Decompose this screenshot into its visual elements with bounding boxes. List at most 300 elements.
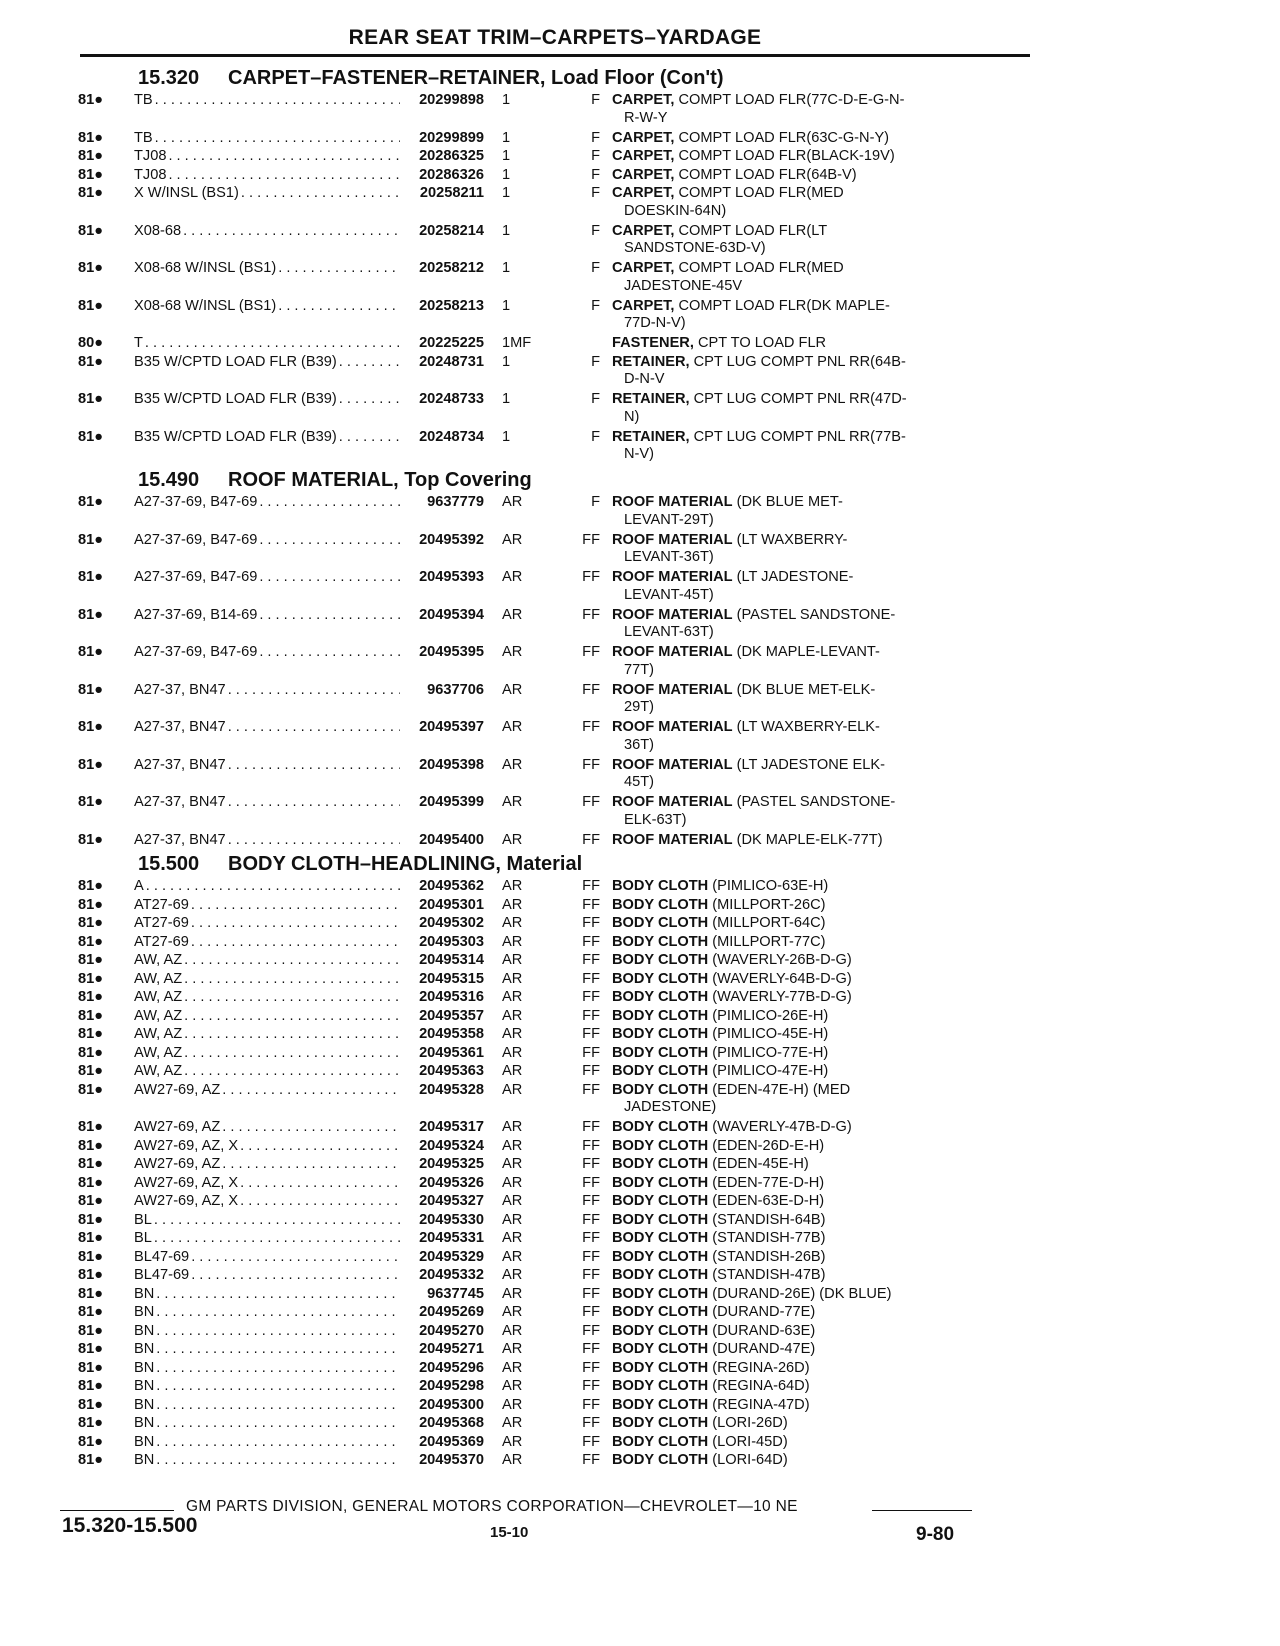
description-continuation: 77D-N-V) [624, 315, 686, 332]
description-detail: CPT LUG COMPT PNL RR(47D- [689, 391, 907, 407]
row-model-usage [134, 130, 402, 148]
description-continuation: N) [624, 408, 640, 425]
model-text: B35 W/CPTD LOAD FLR (B39) [134, 391, 337, 407]
dot-leader [222, 1082, 400, 1100]
part-description [612, 1249, 952, 1267]
model-text: AW27-69, AZ, X [134, 1174, 239, 1191]
model-text: A27-37-69, B14-69 [134, 606, 258, 623]
description-continuation: 36T) [624, 736, 655, 753]
dot-leader [168, 148, 400, 166]
row-code: 81● [78, 606, 104, 623]
parts-row [78, 682, 1038, 720]
row-model-usage [134, 1434, 402, 1452]
parts-row [78, 1212, 1038, 1231]
row-model-usage [134, 1267, 402, 1285]
parts-row [78, 1156, 1038, 1175]
description-noun: BODY CLOTH [612, 1230, 709, 1246]
description-detail: (PIMLICO-77E-H) [708, 1044, 829, 1061]
parts-row [78, 1119, 1038, 1138]
description-noun: BODY CLOTH [612, 1452, 709, 1468]
quantity: 1 [502, 129, 511, 146]
part-number: 20495270 [419, 1322, 484, 1339]
footer-page-number: 15-10 [490, 1524, 529, 1541]
quantity: AR [502, 606, 523, 623]
part-number: 20248734 [419, 428, 484, 445]
part-description [612, 794, 952, 829]
parts-row [78, 1249, 1038, 1268]
dot-leader [228, 719, 400, 737]
row-code: 81● [78, 1267, 104, 1283]
quantity: AR [502, 970, 523, 987]
footer-rule-right [872, 1510, 972, 1511]
quantity: AR [502, 1378, 523, 1394]
usage-flag: FF [582, 831, 600, 848]
description-noun: BODY CLOTH [612, 915, 709, 931]
part-number: 20495368 [419, 1415, 484, 1431]
dot-leader [191, 1249, 400, 1267]
description-continuation: JADESTONE) [624, 1099, 717, 1116]
part-number: 20495392 [419, 531, 484, 548]
description-noun: BODY CLOTH [612, 1304, 709, 1320]
dot-leader [222, 1156, 400, 1174]
parts-row [78, 1063, 1038, 1082]
row-model-usage [134, 1138, 402, 1156]
part-description [612, 1378, 952, 1396]
usage-flag: F [591, 494, 600, 510]
usage-flag: FF [582, 1341, 600, 1357]
model-text: A27-37-69, B47-69 [134, 494, 258, 510]
quantity: AR [502, 1359, 523, 1376]
part-number: 20495328 [419, 1081, 484, 1098]
part-number: 20495398 [419, 756, 484, 773]
row-code: 81● [78, 166, 104, 183]
description-detail: (MILLPORT-64C) [708, 915, 826, 931]
parts-row [78, 1045, 1038, 1064]
description-noun: ROOF MATERIAL [612, 569, 733, 585]
description-detail: (DK BLUE MET-ELK- [732, 681, 876, 698]
usage-flag: FF [582, 915, 600, 931]
quantity: AR [502, 1211, 523, 1228]
description-noun: CARPET, [612, 222, 675, 239]
part-description [612, 1452, 952, 1470]
model-text: AW, AZ [134, 1026, 183, 1042]
row-code: 81● [78, 1063, 104, 1079]
part-number: 20299899 [419, 129, 484, 146]
model-text: A27-37, BN47 [134, 681, 226, 698]
row-code: 81● [78, 1211, 104, 1228]
row-code: 81● [78, 1137, 104, 1154]
part-number: 20286326 [419, 166, 484, 183]
part-number: 20495303 [419, 933, 484, 950]
dot-leader [259, 532, 400, 550]
usage-flag: FF [582, 989, 600, 1005]
model-text: BL [134, 1211, 152, 1228]
part-description [612, 223, 952, 258]
model-text: AW, AZ [134, 970, 183, 987]
model-text: B35 W/CPTD LOAD FLR (B39) [134, 428, 337, 445]
row-model-usage [134, 1008, 402, 1026]
usage-flag: FF [582, 1267, 600, 1283]
row-model-usage [134, 1082, 402, 1100]
part-description [612, 391, 952, 426]
part-description [612, 1286, 952, 1304]
part-description [612, 1212, 952, 1230]
usage-flag: FF [582, 1415, 600, 1431]
row-code: 81● [78, 92, 104, 108]
row-code: 81● [78, 494, 104, 510]
dot-leader [156, 1415, 400, 1433]
quantity: 1 [502, 222, 511, 239]
part-number: 20495302 [419, 915, 484, 931]
model-text: BN [134, 1452, 155, 1468]
usage-flag: FF [582, 569, 600, 585]
row-model-usage [134, 1249, 402, 1267]
row-model-usage [134, 494, 402, 512]
part-description [612, 682, 952, 717]
dot-leader [155, 130, 400, 148]
row-code: 81● [78, 1174, 104, 1191]
part-number: 20495369 [419, 1433, 484, 1450]
usage-flag: FF [582, 933, 600, 950]
usage-flag: FF [582, 1081, 600, 1098]
section-title: ROOF MATERIAL, Top Covering [228, 469, 532, 491]
section-title: BODY CLOTH–HEADLINING, Material [228, 853, 583, 875]
usage-flag: FF [582, 878, 600, 894]
usage-flag: F [591, 222, 600, 239]
model-text: A27-37, BN47 [134, 831, 226, 848]
row-model-usage [134, 354, 402, 372]
row-code: 81● [78, 644, 104, 660]
dot-leader [146, 878, 400, 896]
usage-flag: FF [582, 896, 600, 913]
description-noun: ROOF MATERIAL [612, 681, 733, 698]
model-text: TB [134, 92, 153, 108]
parts-listing [78, 64, 1038, 1471]
model-text: X W/INSL (BS1) [134, 185, 239, 201]
part-number: 9637706 [427, 681, 484, 698]
part-description [612, 335, 952, 353]
footer-rule-left [60, 1510, 174, 1511]
page-header-title: REAR SEAT TRIM–CARPETS–YARDAGE [348, 26, 762, 49]
row-model-usage [134, 429, 402, 447]
part-description [612, 260, 952, 295]
part-number: 20495316 [419, 989, 484, 1005]
description-noun: CARPET, [612, 297, 675, 314]
row-model-usage [134, 1045, 402, 1063]
row-code: 81● [78, 1248, 104, 1265]
dot-leader [241, 185, 400, 203]
row-model-usage [134, 878, 402, 896]
part-description [612, 1267, 952, 1285]
description-detail: (REGINA-64D) [708, 1378, 810, 1394]
quantity: 1 [502, 297, 511, 314]
parts-row [78, 1341, 1038, 1360]
usage-flag: F [591, 92, 600, 108]
description-continuation: N-V) [624, 446, 654, 463]
row-code: 81● [78, 794, 104, 810]
description-detail: (STANDISH-47B) [708, 1267, 826, 1283]
part-description [612, 1175, 952, 1193]
row-model-usage [134, 644, 402, 662]
row-code: 81● [78, 1341, 104, 1357]
row-model-usage [134, 1360, 402, 1378]
dot-leader [168, 167, 400, 185]
description-detail: (REGINA-26D) [708, 1359, 810, 1376]
row-code: 81● [78, 428, 104, 445]
row-model-usage [134, 391, 402, 409]
usage-flag: FF [582, 719, 600, 735]
part-description [612, 494, 952, 529]
description-continuation: ELK-63T) [624, 811, 687, 828]
description-detail: (REGINA-47D) [708, 1396, 810, 1413]
section-heading [78, 850, 1038, 878]
row-model-usage [134, 1378, 402, 1396]
description-detail: (DURAND-26E) (DK BLUE) [708, 1285, 892, 1302]
row-model-usage [134, 298, 402, 316]
row-model-usage [134, 260, 402, 278]
model-text: BL47-69 [134, 1248, 190, 1265]
row-model-usage [134, 1397, 402, 1415]
dot-leader [184, 952, 400, 970]
model-text: A27-37-69, B47-69 [134, 531, 258, 548]
part-number: 20495298 [419, 1378, 484, 1394]
row-model-usage [134, 167, 402, 185]
section-number: 15.490 [138, 469, 200, 491]
section-heading [78, 466, 1038, 494]
row-model-usage [134, 832, 402, 850]
row-code: 81● [78, 1322, 104, 1339]
parts-row [78, 989, 1038, 1008]
model-text: TJ08 [134, 166, 167, 183]
quantity: AR [502, 1174, 523, 1191]
description-noun: BODY CLOTH [612, 970, 709, 987]
quantity: AR [502, 1341, 523, 1357]
parts-row [78, 1323, 1038, 1342]
quantity: AR [502, 644, 523, 660]
row-code: 81● [78, 719, 104, 735]
description-detail: (STANDISH-26B) [708, 1248, 826, 1265]
description-noun: BODY CLOTH [612, 1267, 709, 1283]
description-detail: COMPT LOAD FLR(77C-D-E-G-N- [674, 92, 905, 108]
model-text: BN [134, 1341, 155, 1357]
description-detail: (DURAND-47E) [708, 1341, 816, 1357]
parts-row [78, 1230, 1038, 1249]
quantity: AR [502, 1193, 523, 1209]
row-code: 81● [78, 952, 104, 968]
model-text: A27-37, BN47 [134, 794, 226, 810]
row-code: 81● [78, 1119, 104, 1135]
row-code: 81● [78, 353, 104, 370]
quantity: AR [502, 494, 523, 510]
parts-row [78, 757, 1038, 795]
part-description [612, 952, 952, 970]
part-number: 20495314 [419, 952, 484, 968]
quantity: AR [502, 989, 523, 1005]
description-noun: ROOF MATERIAL [612, 719, 733, 735]
part-number: 20258214 [419, 222, 484, 239]
dot-leader [278, 260, 400, 278]
parts-row [78, 260, 1038, 298]
parts-row [78, 644, 1038, 682]
parts-row [78, 1082, 1038, 1120]
usage-flag: FF [582, 1063, 600, 1079]
part-number: 20299898 [419, 92, 484, 108]
part-number: 20286325 [419, 148, 484, 164]
row-model-usage [134, 92, 402, 110]
part-number: 9637779 [427, 494, 484, 510]
row-code: 81● [78, 1452, 104, 1468]
description-noun: BODY CLOTH [612, 1211, 709, 1228]
description-noun: BODY CLOTH [612, 1415, 709, 1431]
parts-row [78, 1304, 1038, 1323]
row-model-usage [134, 1193, 402, 1211]
part-number: 20495326 [419, 1174, 484, 1191]
dot-leader [222, 1119, 400, 1137]
dot-leader [156, 1341, 400, 1359]
description-detail: COMPT LOAD FLR(64B-V) [674, 166, 857, 183]
part-number: 20495362 [419, 878, 484, 894]
dot-leader [156, 1434, 400, 1452]
quantity: AR [502, 1119, 523, 1135]
quantity: AR [502, 1026, 523, 1042]
description-detail: (LT WAXBERRY-ELK- [732, 719, 880, 735]
section-heading [78, 64, 1038, 92]
description-noun: ROOF MATERIAL [612, 794, 733, 810]
description-noun: BODY CLOTH [612, 1193, 709, 1209]
part-description [612, 185, 952, 220]
part-number: 20495327 [419, 1193, 484, 1209]
row-code: 81● [78, 1156, 104, 1172]
usage-flag: FF [582, 1359, 600, 1376]
part-description [612, 1304, 952, 1322]
description-detail: (DURAND-77E) [708, 1304, 816, 1320]
section-number: 15.320 [138, 67, 200, 89]
part-description [612, 757, 952, 792]
part-number: 20495329 [419, 1248, 484, 1265]
description-noun: BODY CLOTH [612, 952, 709, 968]
description-detail: (STANDISH-77B) [708, 1230, 826, 1246]
description-detail: (WAVERLY-77B-D-G) [708, 989, 852, 1005]
row-code: 81● [78, 1081, 104, 1098]
part-number: 20495363 [419, 1063, 484, 1079]
description-detail: COMPT LOAD FLR(BLACK-19V) [674, 148, 895, 164]
quantity: AR [502, 1322, 523, 1339]
parts-row [78, 1267, 1038, 1286]
usage-flag: FF [582, 1044, 600, 1061]
parts-row [78, 915, 1038, 934]
description-detail: (WAVERLY-64B-D-G) [708, 970, 852, 987]
usage-flag: F [591, 391, 600, 407]
part-number: 20495357 [419, 1007, 484, 1024]
quantity: 1 [502, 260, 511, 276]
row-model-usage [134, 1119, 402, 1137]
description-detail: (DK BLUE MET- [732, 494, 843, 510]
description-noun: BODY CLOTH [612, 1044, 709, 1061]
description-detail: COMPT LOAD FLR(LT [674, 222, 828, 239]
dot-leader [191, 915, 400, 933]
quantity: AR [502, 915, 523, 931]
description-noun: BODY CLOTH [612, 896, 709, 913]
description-detail: CPT TO LOAD FLR [693, 335, 827, 351]
model-text: AW27-69, AZ, X [134, 1193, 239, 1209]
parts-row [78, 429, 1038, 467]
description-detail: (EDEN-77E-D-H) [708, 1174, 825, 1191]
row-code: 81● [78, 569, 104, 585]
quantity: AR [502, 1063, 523, 1079]
model-text: BN [134, 1415, 155, 1431]
description-continuation: LEVANT-63T) [624, 624, 714, 641]
description-continuation: LEVANT-36T) [624, 549, 714, 566]
row-code: 81● [78, 756, 104, 773]
row-model-usage [134, 897, 402, 915]
part-description [612, 92, 952, 127]
parts-row [78, 1008, 1038, 1027]
description-detail: COMPT LOAD FLR(MED [674, 260, 844, 276]
description-noun: BODY CLOTH [612, 1081, 709, 1098]
part-description [612, 354, 952, 389]
header-rule [80, 54, 1030, 57]
usage-flag: FF [582, 1322, 600, 1339]
quantity: AR [502, 1248, 523, 1265]
description-continuation: 29T) [624, 699, 655, 716]
row-code: 81● [78, 831, 104, 848]
description-detail: CPT LUG COMPT PNL RR(64B- [689, 353, 906, 370]
usage-flag: FF [582, 794, 600, 810]
footer-date: 9-80 [916, 1524, 955, 1545]
usage-flag: FF [582, 1193, 600, 1209]
description-detail: (DURAND-63E) [708, 1322, 816, 1339]
part-description [612, 832, 952, 850]
row-model-usage [134, 682, 402, 700]
row-code: 81● [78, 970, 104, 987]
part-description [612, 1415, 952, 1433]
row-model-usage [134, 532, 402, 550]
description-detail: CPT LUG COMPT PNL RR(77B- [689, 428, 906, 445]
description-noun: BODY CLOTH [612, 1341, 709, 1357]
description-noun: ROOF MATERIAL [612, 756, 733, 773]
row-code: 81● [78, 933, 104, 950]
description-detail: (LORI-64D) [708, 1452, 788, 1468]
dot-leader [184, 1008, 400, 1026]
model-text: AW27-69, AZ, X [134, 1137, 239, 1154]
row-model-usage [134, 719, 402, 737]
part-description [612, 719, 952, 754]
part-description [612, 1119, 952, 1137]
row-code: 81● [78, 989, 104, 1005]
row-model-usage [134, 952, 402, 970]
row-model-usage [134, 1175, 402, 1193]
usage-flag: FF [582, 1396, 600, 1413]
dot-leader [339, 429, 400, 447]
usage-flag: FF [582, 1304, 600, 1320]
row-code: 81● [78, 1359, 104, 1376]
description-noun: BODY CLOTH [612, 1156, 709, 1172]
dot-leader [156, 1452, 400, 1470]
quantity: AR [502, 681, 523, 698]
description-noun: BODY CLOTH [612, 1174, 709, 1191]
description-detail: (LT JADESTONE- [732, 569, 854, 585]
parts-row [78, 1378, 1038, 1397]
row-code: 81● [78, 297, 104, 314]
usage-flag: F [591, 260, 600, 276]
description-detail: (DK MAPLE-ELK-77T) [732, 831, 883, 848]
part-number: 20495370 [419, 1452, 484, 1468]
part-description [612, 607, 952, 642]
description-detail: (PIMLICO-47E-H) [708, 1063, 829, 1079]
row-model-usage [134, 223, 402, 241]
part-number: 9637745 [427, 1285, 484, 1302]
parts-row [78, 1175, 1038, 1194]
